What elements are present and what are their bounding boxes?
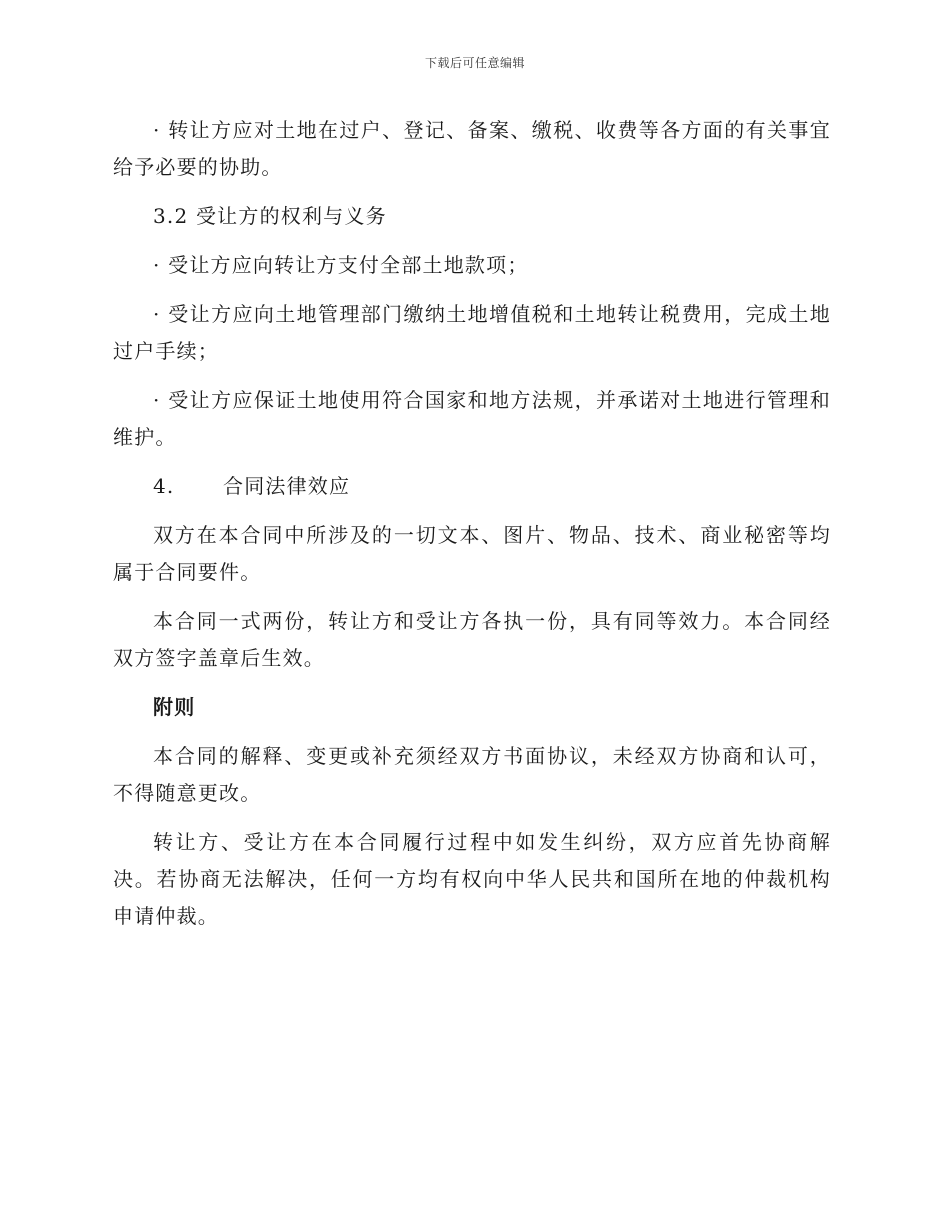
bullet-transferee-compliance: · 受让方应保证土地使用符合国家和地方法规，并承诺对土地进行管理和维护。 bbox=[113, 388, 831, 449]
appendix-paragraph-1: 本合同的解释、变更或补充须经双方书面协议，未经双方协商和认可，不得随意更改。 bbox=[113, 744, 831, 805]
page-header: 下载后可任意编辑 bbox=[424, 56, 525, 70]
subsection-heading-3-2: 3.2 受让方的权利与义务 bbox=[153, 204, 387, 228]
section4-paragraph-2: 本合同一式两份，转让方和受让方各执一份，具有同等效力。本合同经双方签字盖章后生效。 bbox=[113, 609, 831, 670]
bullet-transferee-payment: · 受让方应向转让方支付全部土地款项； bbox=[153, 253, 529, 277]
section-number: 4. bbox=[153, 474, 175, 498]
document-body bbox=[113, 112, 831, 947]
appendix-heading: 附则 bbox=[153, 695, 196, 719]
bullet-transferor-assistance: · 转让方应对土地在过户、登记、备案、缴税、收费等各方面的有关事宜给予必要的协助。 bbox=[113, 118, 831, 179]
section-title: 合同法律效应 bbox=[223, 474, 351, 498]
section-heading-4 bbox=[113, 468, 831, 505]
appendix-paragraph-2: 转让方、受让方在本合同履行过程中如发生纠纷，双方应首先协商解决。若协商无法解决，任何一方均有权向中华人民共和国所在地的仲裁机构申请仲裁。 bbox=[113, 830, 831, 928]
bullet-transferee-tax: · 受让方应向土地管理部门缴纳土地增值税和土地转让税费用，完成土地过户手续； bbox=[113, 302, 831, 363]
section4-paragraph-1: 双方在本合同中所涉及的一切文本、图片、物品、技术、商业秘密等均属于合同要件。 bbox=[113, 523, 831, 584]
